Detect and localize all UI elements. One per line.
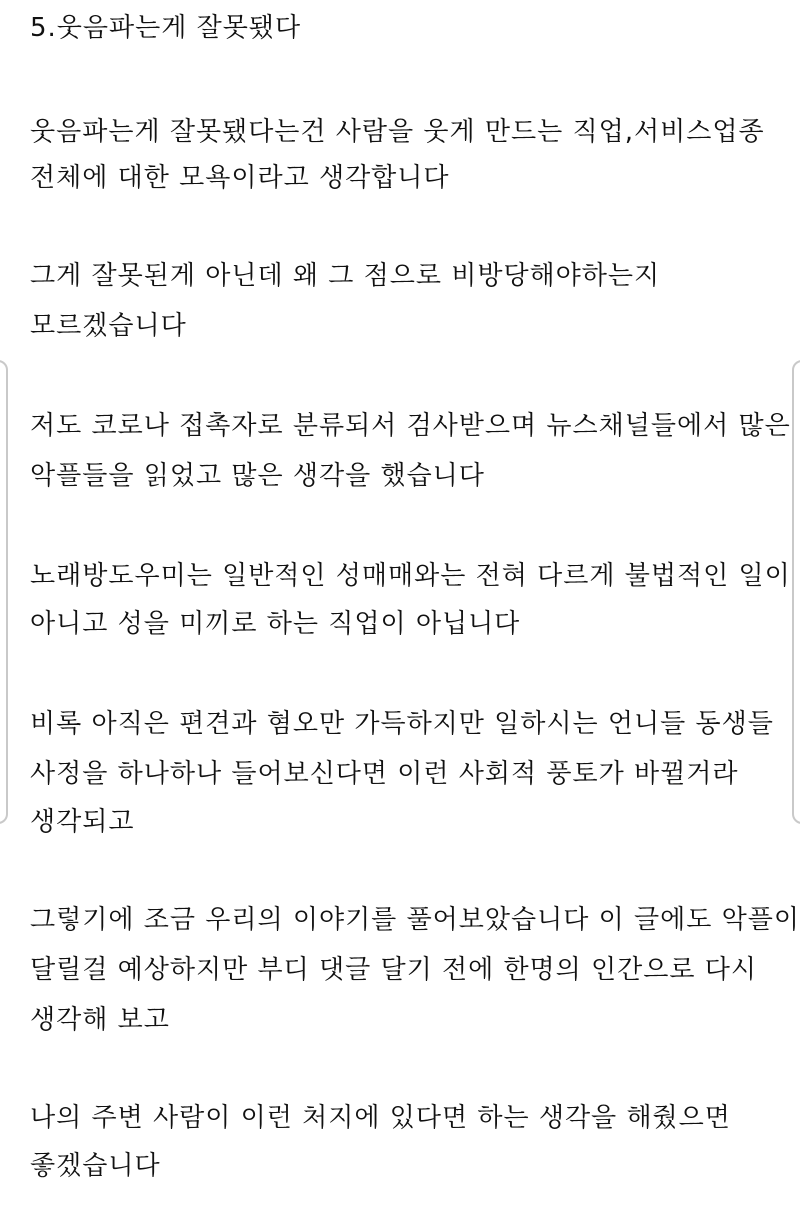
text-line: 저도 코로나 접촉자로 분류되서 검사받으며 뉴스채널들에서 많은 bbox=[30, 411, 791, 441]
text-line: 아니고 성을 미끼로 하는 직업이 아닙니다 bbox=[30, 609, 521, 639]
text-line: 나의 주변 사람이 이런 처지에 있다면 하는 생각을 해줬으면 bbox=[30, 1103, 731, 1133]
text-line: 웃음파는게 잘못됐다는건 사람을 웃게 만드는 직업,서비스업종 bbox=[30, 117, 765, 147]
text-line: 비록 아직은 편견과 혐오만 가득하지만 일하시는 언니들 동생들 bbox=[30, 709, 774, 739]
text-line: 노래방도우미는 일반적인 성매매와는 전혀 다르게 불법적인 일이 bbox=[30, 561, 791, 591]
text-line: 생각해 보고 bbox=[30, 1005, 170, 1035]
text-line: 그게 잘못된게 아닌데 왜 그 점으로 비방당해야하는지 bbox=[30, 261, 661, 291]
text-line: 생각되고 bbox=[30, 807, 135, 837]
text-line: 그렇기에 조금 우리의 이야기를 풀어보았습니다 이 글에도 악플이 bbox=[30, 905, 800, 935]
section-heading: 5.웃음파는게 잘못됐다 bbox=[30, 13, 302, 43]
text-line: 사정을 하나하나 들어보신다면 이런 사회적 풍토가 바뀔거라 bbox=[30, 759, 739, 789]
right-page-edge bbox=[792, 360, 800, 824]
text-line: 전체에 대한 모욕이라고 생각합니다 bbox=[30, 163, 450, 193]
text-line: 좋겠습니다 bbox=[30, 1151, 161, 1181]
left-page-edge bbox=[0, 360, 8, 824]
text-line: 달릴걸 예상하지만 부디 댓글 달기 전에 한명의 인간으로 다시 bbox=[30, 955, 758, 985]
text-line: 모르겠습니다 bbox=[30, 311, 187, 341]
text-line: 악플들을 읽었고 많은 생각을 했습니다 bbox=[30, 461, 485, 491]
